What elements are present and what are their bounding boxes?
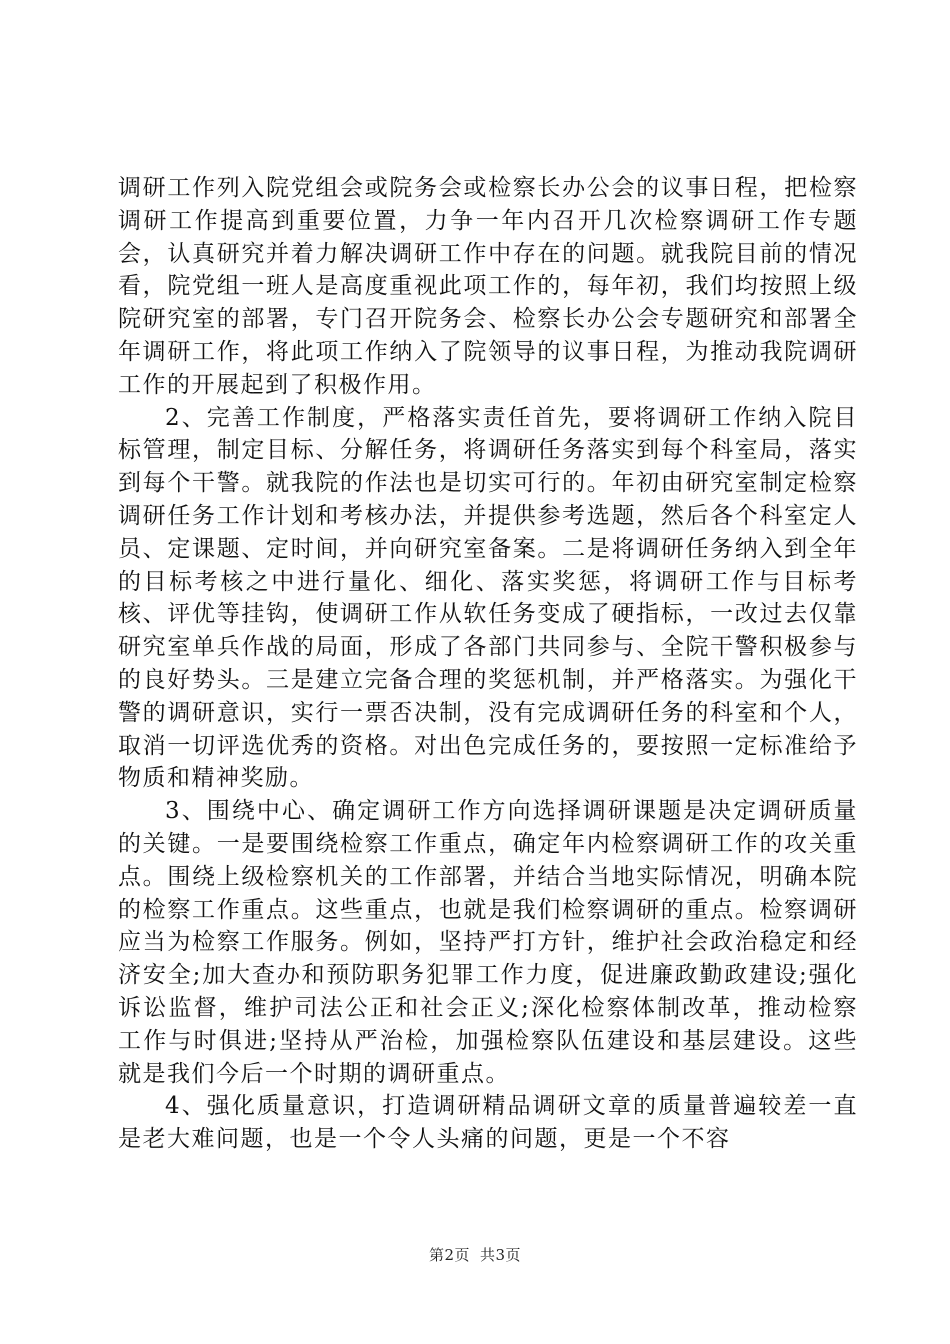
paragraph-4: 4、强化质量意识，打造调研精品调研文章的质量普遍较差一直是老大难问题，也是一个令人头痛的问题，更是一个不容: [118, 1093, 858, 1153]
page-total: 共3页: [480, 1246, 522, 1264]
page-number: 第2页: [428, 1246, 470, 1264]
paragraph-3: 3、围绕中心、确定调研工作方向选择调研课题是决定调研质量的关键。一是要围绕检察工作重点，确定年内检察调研工作的攻关重点。围绕上级检察机关的工作部署，并结合当地实际情况，明确本院的检察工作重点。这些重点，也就是我们检察调研的重点。检察调研应当为检察工作服务。例如，坚持严打方针，维护社会政治稳定和经济安全;加大查办和预防职务犯罪工作力度，促进廉政勤政建设;强化诉讼监督，维护司法公正和社会正义;深化检察体制改革，推动检察工作与时俱进;坚持从严治检，加强检察队伍建设和基层建设。这些就是我们今后一个时期的调研重点。: [118, 798, 858, 1087]
paragraph-2: 2、完善工作制度，严格落实责任首先，要将调研工作纳入院目标管理，制定目标、分解任务，将调研任务落实到每个科室局，落实到每个干警。就我院的作法也是切实可行的。年初由研究室制定检察调研任务工作计划和考核办法，并提供参考选题，然后各个科室定人员、定课题、定时间，并向研究室备案。二是将调研任务纳入到全年的目标考核之中进行量化、细化、落实奖惩，将调研工作与目标考核、评优等挂钩，使调研工作从软任务变成了硬指标，一改过去仅靠研究室单兵作战的局面，形成了各部门共同参与、全院干警积极参与的良好势头。三是建立完备合理的奖惩机制，并严格落实。为强化干警的调研意识，实行一票否决制，没有完成调研任务的科室和个人，取消一切评选优秀的资格。对出色完成任务的，要按照一定标准给予物质和精神奖励。: [118, 404, 858, 792]
paragraph-1: 调研工作列入院党组会或院务会或检察长办公会的议事日程，把检察调研工作提高到重要位置，力争一年内召开几次检察调研工作专题会，认真研究并着力解决调研工作中存在的问题。就我院目前的情况看，院党组一班人是高度重视此项工作的，每年初，我们均按照上级院研究室的部署，专门召开院务会、检察长办公会专题研究和部署全年调研工作，将此项工作纳入了院领导的议事日程，为推动我院调研工作的开展起到了积极作用。: [118, 175, 858, 398]
page-footer: [0, 1244, 950, 1265]
document-body: [118, 172, 858, 1156]
